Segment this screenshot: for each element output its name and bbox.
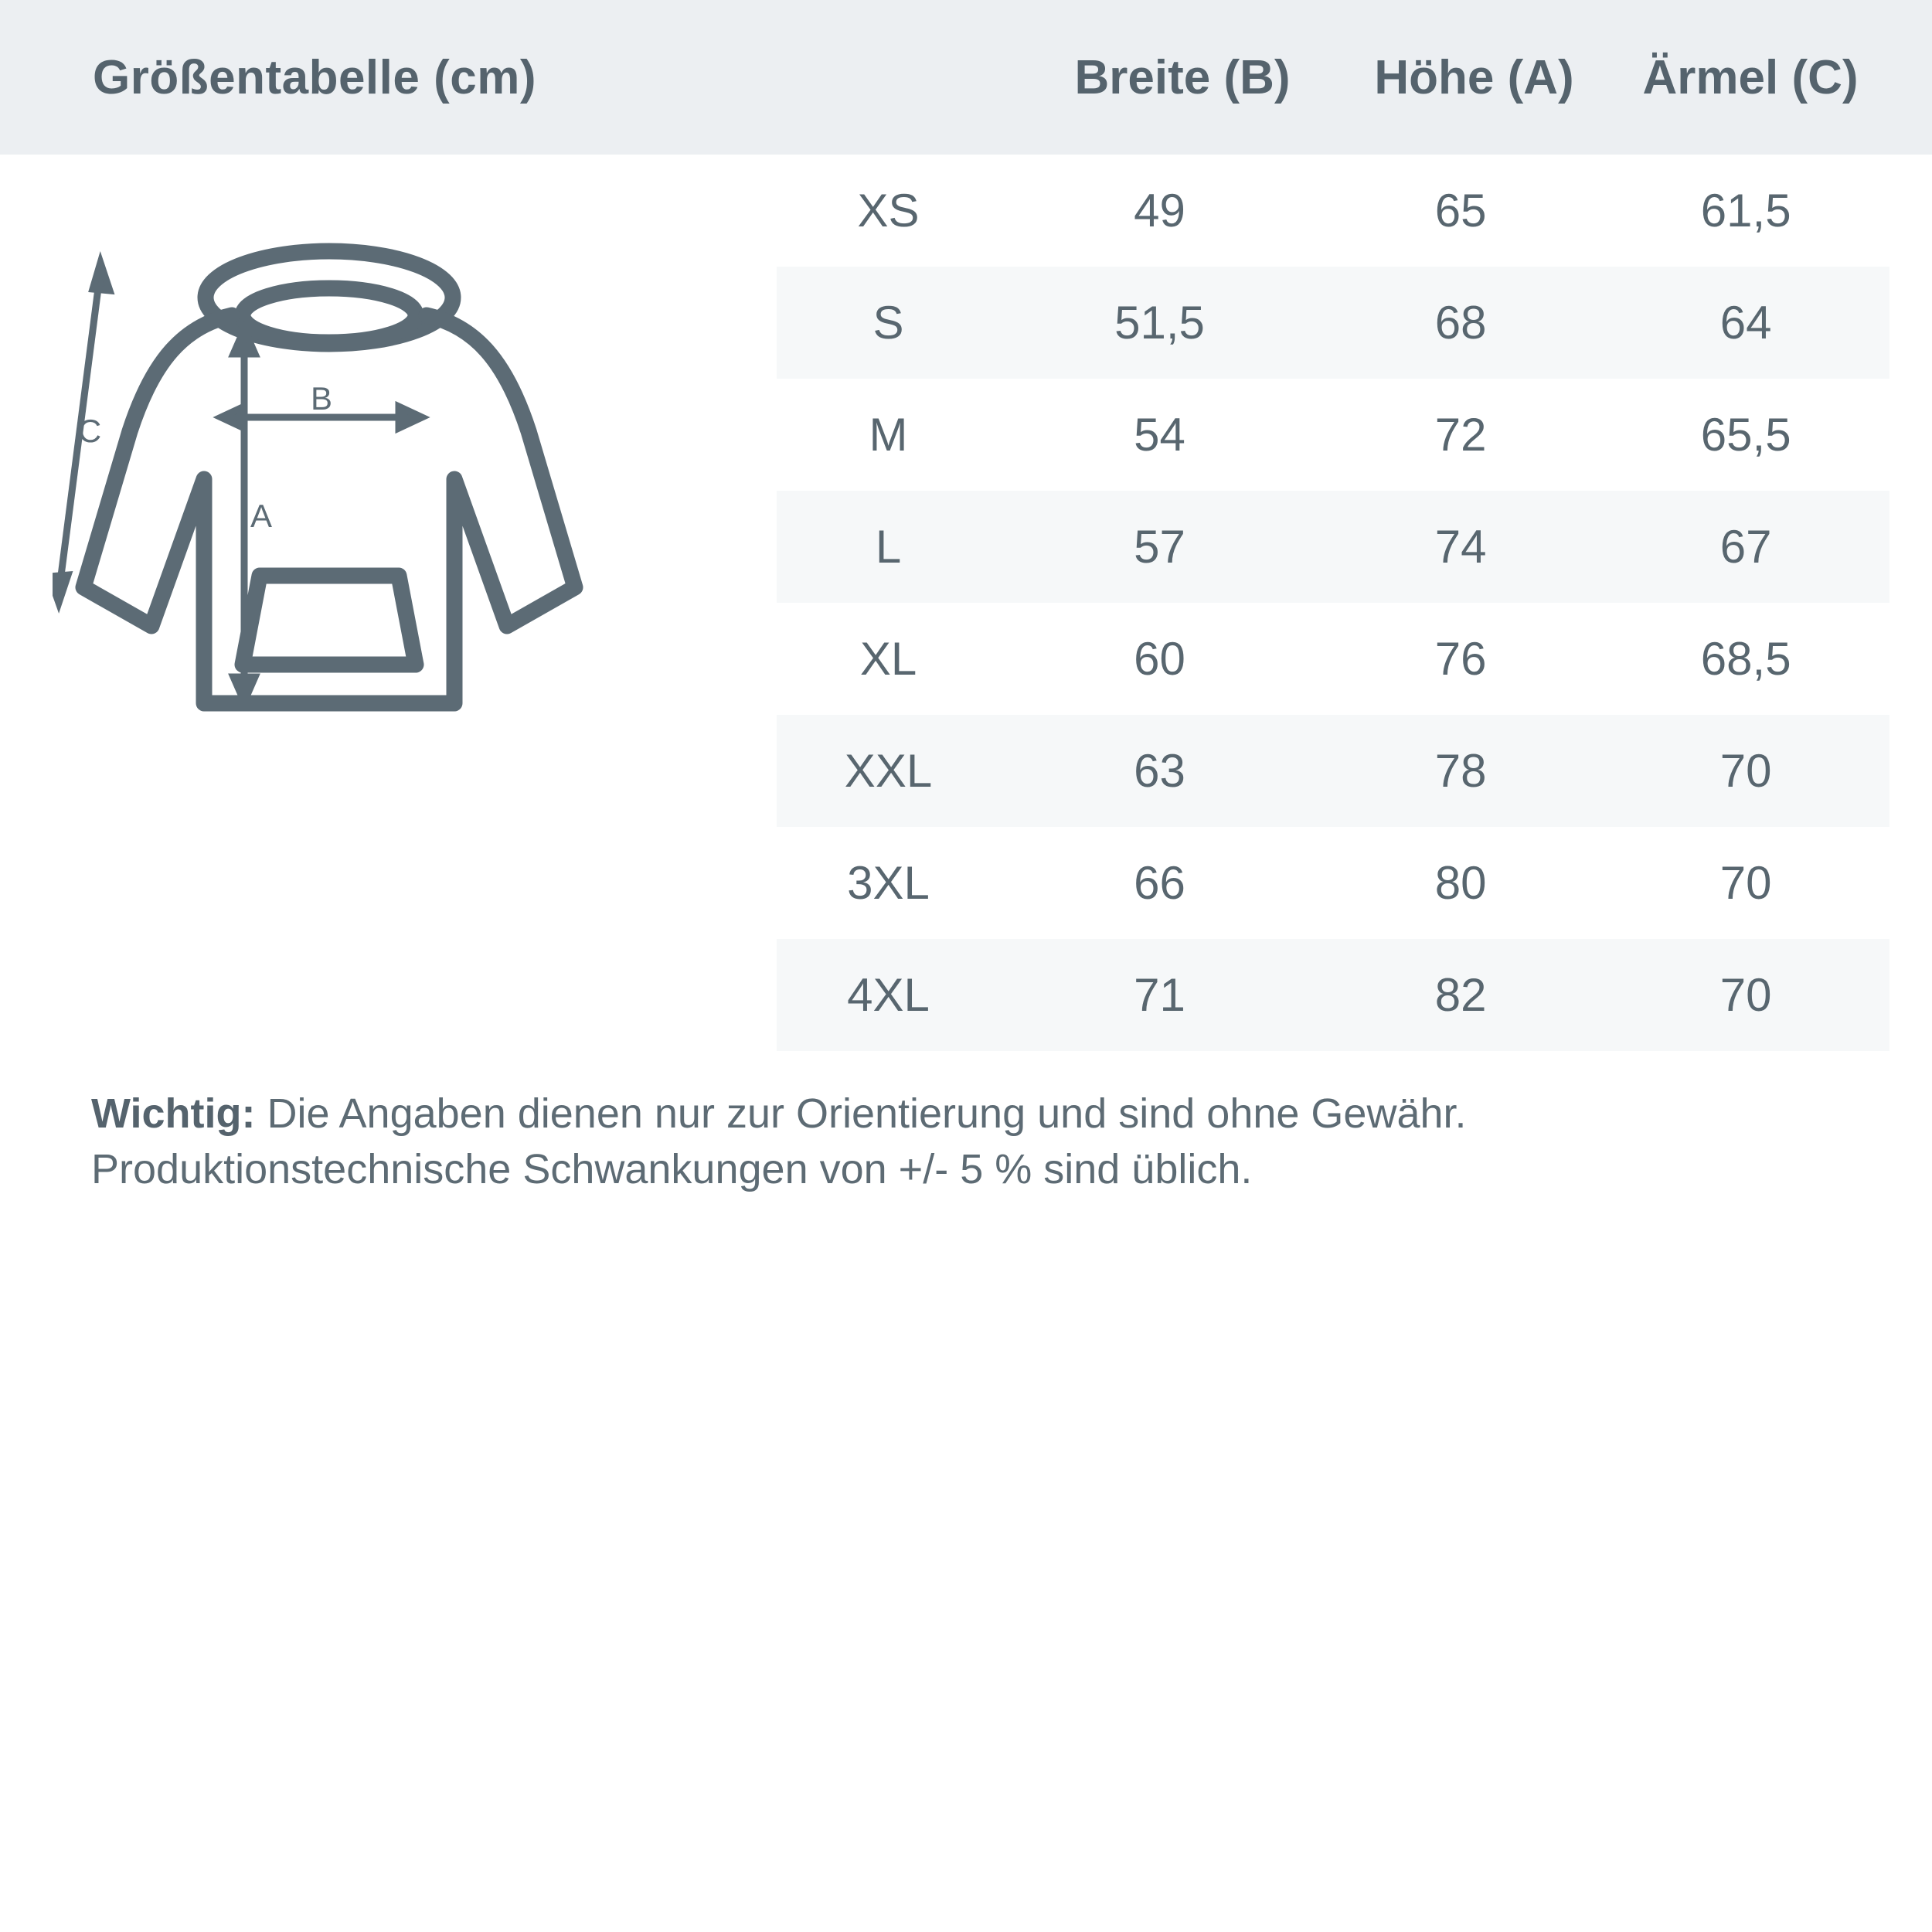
page-title: Größentabelle (cm) xyxy=(93,50,536,104)
cell-height: 78 xyxy=(1319,715,1602,827)
cell-breadth: 66 xyxy=(1000,827,1319,939)
cell-size: 4XL xyxy=(777,939,1000,1051)
cell-sleeve: 61,5 xyxy=(1602,155,1889,267)
cell-sleeve: 70 xyxy=(1602,715,1889,827)
disclaimer-lead: Wichtig: xyxy=(91,1090,256,1137)
cell-breadth: 49 xyxy=(1000,155,1319,267)
column-header-height: Höhe (A) xyxy=(1374,50,1574,104)
cell-height: 68 xyxy=(1319,267,1602,379)
cell-height: 74 xyxy=(1319,491,1602,603)
label-a: A xyxy=(250,498,272,534)
hoodie-measurement-icon xyxy=(53,224,725,811)
size-table-wrapper xyxy=(777,155,1932,1051)
table-row xyxy=(777,267,1889,379)
table-row xyxy=(777,155,1889,267)
cell-breadth: 57 xyxy=(1000,491,1319,603)
cell-size: XXL xyxy=(777,715,1000,827)
cell-size: S xyxy=(777,267,1000,379)
cell-height: 82 xyxy=(1319,939,1602,1051)
label-c: C xyxy=(77,413,101,449)
cell-size: M xyxy=(777,379,1000,491)
table-row xyxy=(777,939,1889,1051)
cell-size: L xyxy=(777,491,1000,603)
cell-sleeve: 70 xyxy=(1602,939,1889,1051)
table-row xyxy=(777,827,1889,939)
label-b: B xyxy=(310,380,332,417)
cell-height: 76 xyxy=(1319,603,1602,715)
cell-height: 65 xyxy=(1319,155,1602,267)
size-chart-body xyxy=(0,155,1932,1051)
table-row xyxy=(777,603,1889,715)
cell-breadth: 71 xyxy=(1000,939,1319,1051)
cell-sleeve: 70 xyxy=(1602,827,1889,939)
size-chart-header xyxy=(0,0,1932,155)
cell-sleeve: 67 xyxy=(1602,491,1889,603)
disclaimer xyxy=(0,1051,1932,1198)
cell-size: XL xyxy=(777,603,1000,715)
cell-size: 3XL xyxy=(777,827,1000,939)
hoodie-diagram xyxy=(0,155,777,811)
cell-size: XS xyxy=(777,155,1000,267)
table-row xyxy=(777,715,1889,827)
cell-breadth: 63 xyxy=(1000,715,1319,827)
cell-breadth: 54 xyxy=(1000,379,1319,491)
cell-breadth: 51,5 xyxy=(1000,267,1319,379)
cell-breadth: 60 xyxy=(1000,603,1319,715)
column-header-sleeve: Ärmel (C) xyxy=(1642,50,1859,104)
cell-height: 80 xyxy=(1319,827,1602,939)
table-row xyxy=(777,491,1889,603)
column-header-breadth: Breite (B) xyxy=(1074,50,1291,104)
column-headers xyxy=(1028,50,1932,105)
table-row xyxy=(777,379,1889,491)
cell-sleeve: 65,5 xyxy=(1602,379,1889,491)
cell-sleeve: 64 xyxy=(1602,267,1889,379)
size-table xyxy=(777,155,1889,1051)
cell-sleeve: 68,5 xyxy=(1602,603,1889,715)
disclaimer-text: Die Angaben dienen nur zur Orientierung und sind ohne Gewähr. Produktionstechnische Schwankungen von +/- 5 % sind üblich. xyxy=(91,1090,1467,1193)
cell-height: 72 xyxy=(1319,379,1602,491)
